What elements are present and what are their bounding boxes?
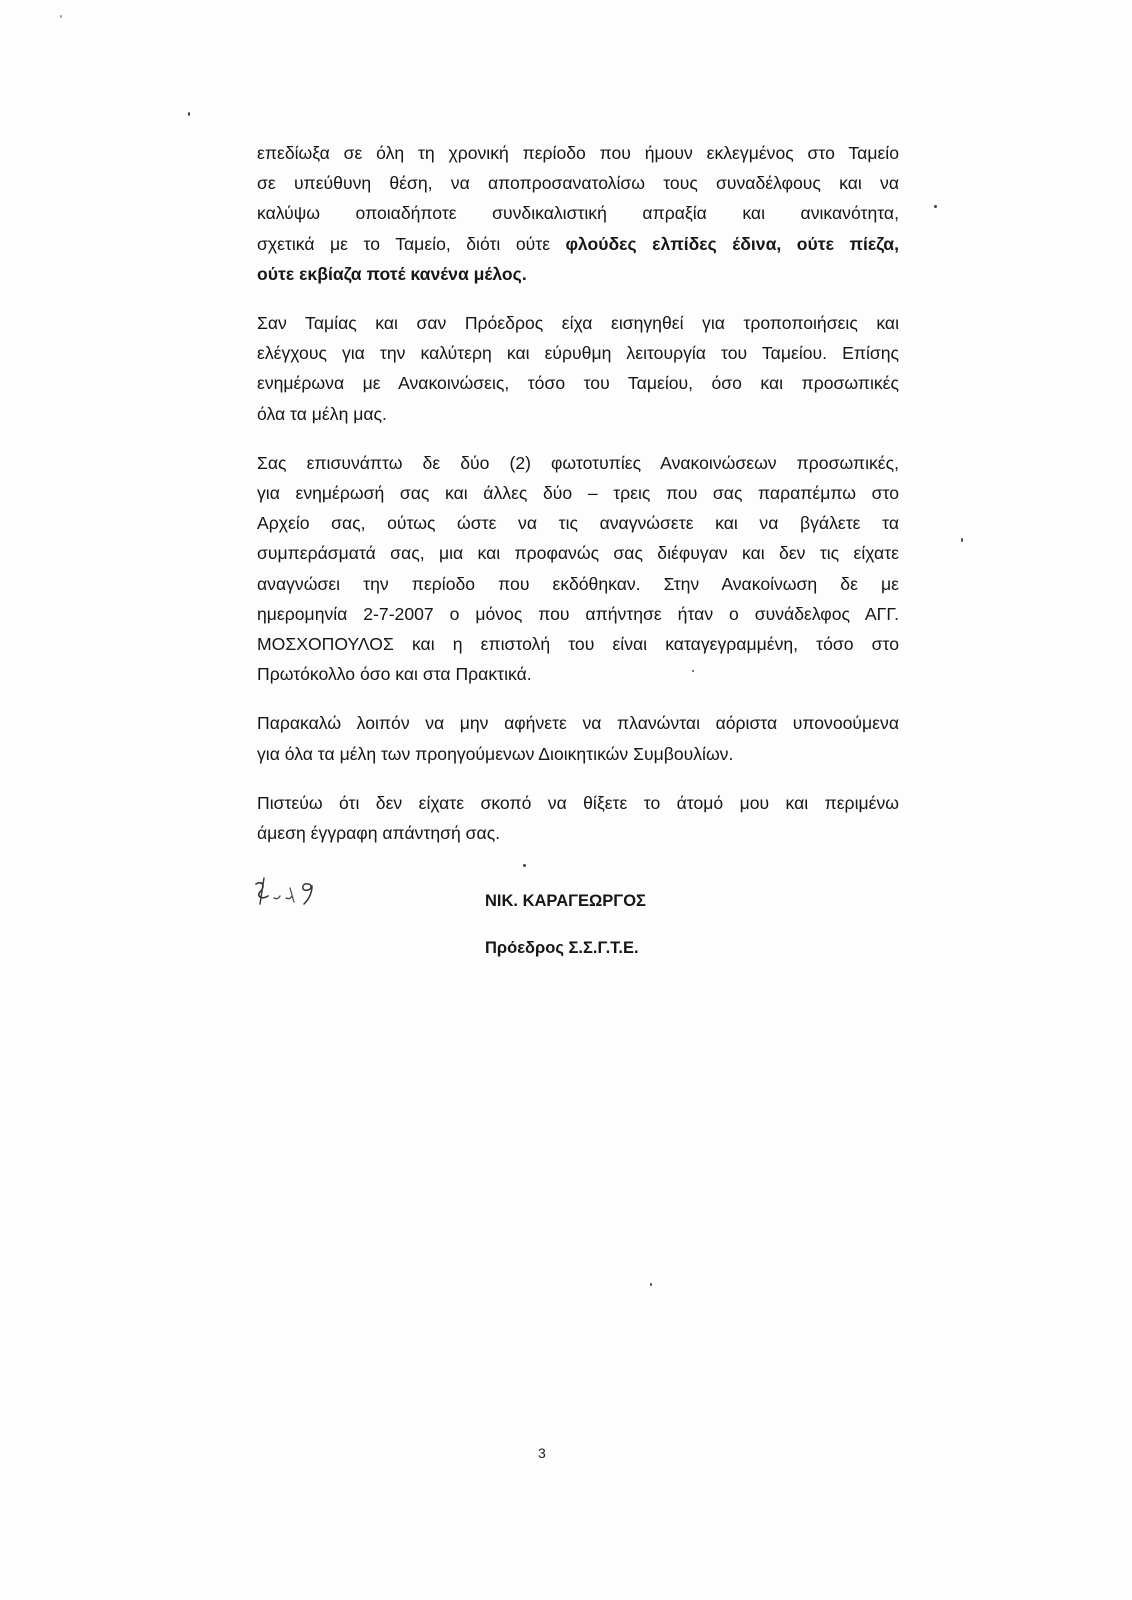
text-run: Σας επισυνάπτω δε δύο (2) φωτοτυπίες Ανακοινώσεων προσωπικές, <box>257 452 899 473</box>
text-run: επεδίωξα σε όλη τη χρονική περίοδο που ήμουν εκλεγμένος στο Ταμείο <box>257 143 899 163</box>
text-run: ενημέρωνα με Ανακοινώσεις, τόσο του Ταμείου, όσο και προσωπικές <box>257 373 899 394</box>
text-line <box>257 168 899 198</box>
text-line <box>257 599 899 629</box>
text-run: Παρακαλώ λοιπόν να μην αφήνετε να πλανώνται αόριστα υπονοούμενα <box>257 713 899 734</box>
text-line <box>257 399 899 429</box>
text-line <box>257 788 899 818</box>
text-line <box>257 538 899 568</box>
text-run: Πρωτόκολλο όσο και στα Πρακτικά. <box>257 664 532 685</box>
handwritten-initials <box>250 874 330 910</box>
scan-speck <box>188 112 190 116</box>
text-line <box>257 569 899 599</box>
text-run: Σαν Ταμίας και σαν Πρόεδρος είχα εισηγηθεί για τροποποιήσεις και <box>257 313 899 334</box>
bold-text-run: φλούδες ελπίδες έδινα, ούτε πίεζα, <box>565 233 900 254</box>
scan-speck <box>650 1283 652 1286</box>
text-run: αναγνώσει την περίοδο που εκδόθηκαν. Στην Ανακοίνωση δε με <box>257 573 899 594</box>
text-line <box>257 338 899 368</box>
text-run: άμεση έγγραφη απάντησή σας. <box>257 823 501 844</box>
bold-text-run: ούτε εκβίαζα ποτέ κανένα μέλος. <box>257 263 527 284</box>
text-run: συμπεράσματά σας, μια και προφανώς σας διέφυγαν και δεν τις είχατε <box>257 543 899 564</box>
signatory-title: Πρόεδρος Σ.Σ.Γ.Τ.Ε. <box>485 939 639 957</box>
scan-speck <box>523 864 526 867</box>
text-line <box>257 629 899 659</box>
paragraph <box>257 788 899 848</box>
text-line <box>257 259 899 289</box>
text-line <box>257 659 899 689</box>
text-run: σε υπεύθυνη θέση, να αποπροσανατολίσω τους συναδέλφους και να <box>257 173 899 194</box>
text-line <box>257 138 899 168</box>
text-run: για όλα τα μέλη των προηγούμενων Διοικητικών Συμβουλίων. <box>257 743 734 764</box>
paragraph <box>257 448 899 690</box>
text-run: Πιστεύω ότι δεν είχατε σκοπό να θίξετε το άτομό μου και περιμένω <box>257 792 899 813</box>
text-line <box>257 708 899 738</box>
text-run: ημερομηνία 2-7-2007 ο μόνος που απήντησε ήταν ο συνάδελφος ΑΓΓ. <box>257 603 899 624</box>
scan-speck <box>934 205 937 208</box>
text-run: ελέγχους για την καλύτερη και εύρυθμη λειτουργία του Ταμείου. Επίσης <box>257 343 899 364</box>
scan-speck <box>961 538 963 542</box>
paragraph <box>257 138 899 289</box>
scan-speck <box>60 15 62 18</box>
paragraph <box>257 308 899 429</box>
text-line <box>257 508 899 538</box>
text-line <box>257 818 899 848</box>
text-line <box>257 478 899 508</box>
text-run: για ενημέρωσή σας και άλλες δύο – τρεις που σας παραπέμπω στο <box>257 483 899 504</box>
text-run: σχετικά με το Ταμείο, διότι ούτε <box>257 233 566 254</box>
text-run: Αρχείο σας, ούτως ώστε να τις αναγνώσετε και να βγάλετε τα <box>257 513 899 534</box>
text-run: ΜΟΣΧΟΠΟΥΛΟΣ και η επιστολή του είναι καταγεγραμμένη, τόσο στο <box>257 634 899 655</box>
letter-body <box>257 138 899 867</box>
text-line <box>257 368 899 398</box>
text-run: όλα τα μέλη μας. <box>257 403 387 424</box>
scan-speck <box>692 670 694 672</box>
paragraph <box>257 708 899 768</box>
signatory-name: ΝΙΚ. ΚΑΡΑΓΕΩΡΓΟΣ <box>485 892 646 910</box>
signature-block <box>485 892 646 958</box>
text-line <box>257 308 899 338</box>
text-line <box>257 198 899 228</box>
text-run: καλύψω οποιαδήποτε συνδικαλιστική απραξία και ανικανότητα, <box>257 203 899 224</box>
text-line <box>257 229 899 259</box>
text-line <box>257 448 899 478</box>
page-number: 3 <box>538 1445 546 1461</box>
text-line <box>257 739 899 769</box>
